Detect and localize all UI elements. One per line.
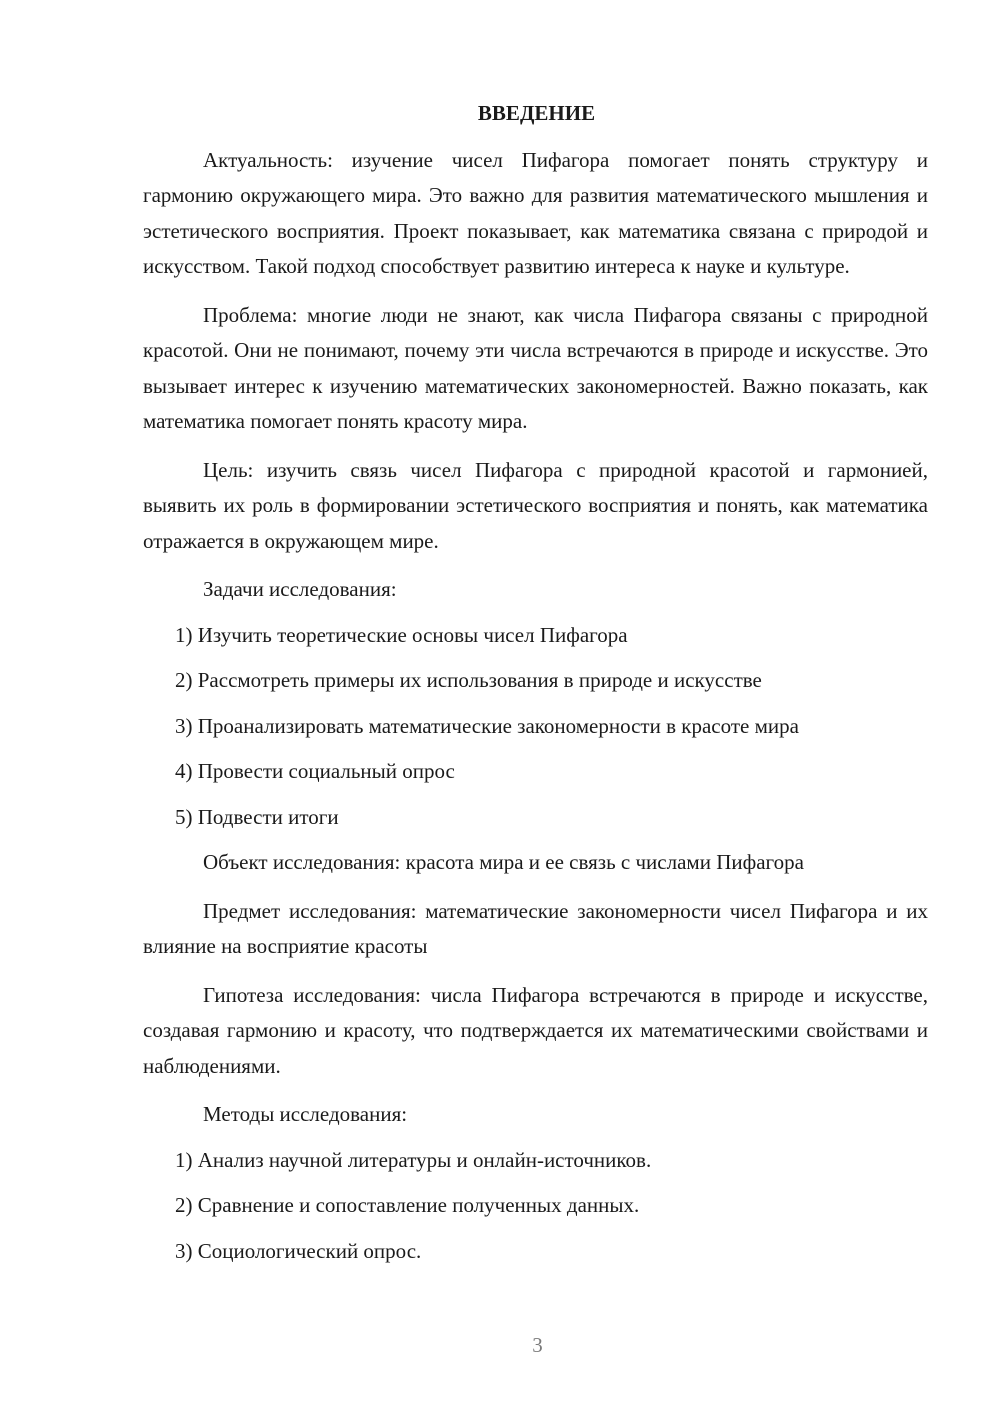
methods-list (143, 1143, 928, 1270)
problem-paragraph: Проблема: многие люди не знают, как числа Пифагора связаны с природной красотой. Они не понимают, почему эти числа встречаются в природе и искусстве. Это вызывает интерес к изучению математических закономерностей. Важно показать, как математика помогает понять красоту мира. (143, 302, 928, 433)
page-title: ВВЕДЕНИЕ (477, 101, 596, 125)
method-item: 3) Социологический опрос. (175, 1238, 422, 1263)
tasks-label: Задачи исследования: (203, 577, 397, 601)
task-item: 5) Подвести итоги (175, 804, 339, 829)
object-paragraph: Объект исследования: красота мира и ее связь с числами Пифагора (203, 850, 804, 874)
tasks-list (143, 618, 928, 836)
method-item: 2) Сравнение и сопоставление полученных данных. (175, 1193, 640, 1217)
method-item: 1) Анализ научной литературы и онлайн-источников. (175, 1147, 652, 1172)
task-item: 1) Изучить теоретические основы чисел Пифагора (175, 622, 628, 647)
goal-paragraph: Цель: изучить связь чисел Пифагора с природной красотой и гармонией, выявить их роль в формировании эстетического восприятия и понять, как математика отражается в окружающем мире. (143, 457, 928, 553)
task-item: 2) Рассмотреть примеры их использования в природе и искусстве (175, 668, 762, 692)
task-item: 3) Проанализировать математические закономерности в красоте мира (175, 713, 799, 738)
hypothesis-paragraph: Гипотеза исследования: числа Пифагора встречаются в природе и искусстве, создавая гармонию и красоту, что подтверждается их математическими свойствами и наблюдениями. (143, 982, 928, 1078)
task-item: 4) Провести социальный опрос (175, 759, 455, 783)
methods-label: Методы исследования: (203, 1102, 408, 1126)
subject-paragraph: Предмет исследования: математические закономерности чисел Пифагора и их влияние на восприятие красоты (143, 898, 928, 958)
page-number: 3 (532, 1333, 543, 1357)
relevance-paragraph: Актуальность: изучение чисел Пифагора помогает понять структуру и гармонию окружающего мира. Это важно для развития математического мышления и эстетического восприятия. Проект показывает, как математика связана с природой и искусством. Такой подход способствует развитию интереса к науке и культуре. (143, 147, 928, 278)
document-page (143, 96, 928, 1279)
